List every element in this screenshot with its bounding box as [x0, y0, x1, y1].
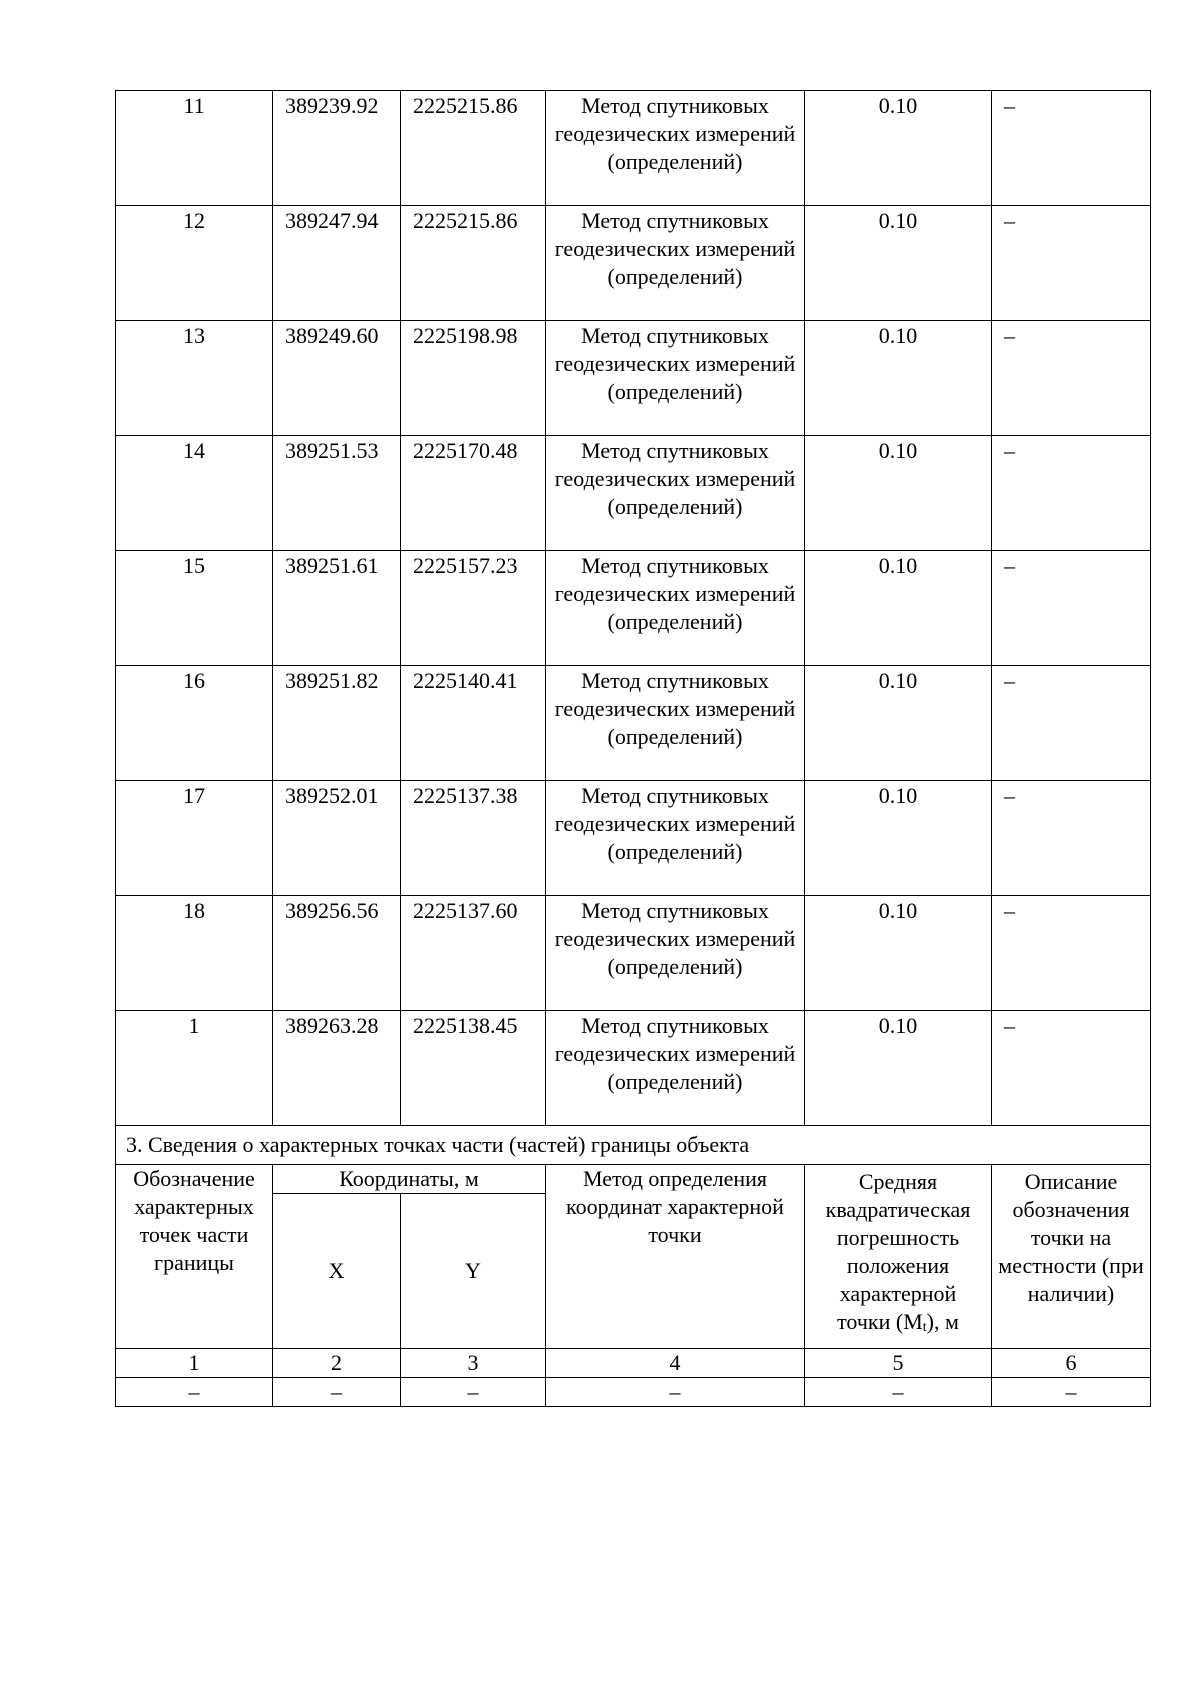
point-number: 11: [116, 91, 273, 206]
table-row: [116, 436, 1151, 551]
table-row: [116, 896, 1151, 1011]
column-numbers-row: [116, 1349, 1151, 1378]
coord-x: 389263.28: [273, 1011, 401, 1126]
method: Метод спутниковых геодезических измерений (определений): [546, 666, 805, 781]
coord-y: 2225138.45: [401, 1011, 546, 1126]
column-number: 2: [273, 1349, 401, 1378]
point-number: 12: [116, 206, 273, 321]
coord-y: 2225215.86: [401, 206, 546, 321]
point-number: 17: [116, 781, 273, 896]
mean-error: 0.10: [805, 781, 992, 896]
header-coordinates: Координаты, м: [273, 1165, 546, 1194]
subscript-t: t: [922, 1320, 927, 1335]
mean-error: 0.10: [805, 321, 992, 436]
mean-error: 0.10: [805, 1011, 992, 1126]
table-row: [116, 321, 1151, 436]
table-row: [116, 551, 1151, 666]
point-description: –: [992, 91, 1151, 206]
mean-error: 0.10: [805, 896, 992, 1011]
coord-x: 389251.61: [273, 551, 401, 666]
column-number: 3: [401, 1349, 546, 1378]
boundary-points-table: [115, 90, 1151, 1407]
table-row: [116, 91, 1151, 206]
mean-error: 0.10: [805, 436, 992, 551]
empty-cell: –: [546, 1378, 805, 1407]
header-designation: Обозначение характерных точек части границы: [116, 1165, 273, 1349]
point-rows: [116, 91, 1151, 1126]
header-mean-error: Средняя квадратическая погрешность положения характерной точки (Mt), м: [805, 1165, 992, 1349]
section-3: [116, 1126, 1151, 1407]
point-description: –: [992, 896, 1151, 1011]
point-number: 14: [116, 436, 273, 551]
point-number: 16: [116, 666, 273, 781]
mean-error: 0.10: [805, 206, 992, 321]
point-description: –: [992, 206, 1151, 321]
point-description: –: [992, 1011, 1151, 1126]
table-row: [116, 666, 1151, 781]
column-number: 5: [805, 1349, 992, 1378]
point-number: 18: [116, 896, 273, 1011]
empty-data-row: [116, 1378, 1151, 1407]
point-description: –: [992, 436, 1151, 551]
point-description: –: [992, 321, 1151, 436]
section-3-title: 3. Сведения о характерных точках части (частей) границы объекта: [116, 1126, 1151, 1165]
coord-y: 2225140.41: [401, 666, 546, 781]
coord-y: 2225137.60: [401, 896, 546, 1011]
method: Метод спутниковых геодезических измерений (определений): [546, 551, 805, 666]
coord-x: 389252.01: [273, 781, 401, 896]
empty-cell: –: [992, 1378, 1151, 1407]
coord-x: 389239.92: [273, 91, 401, 206]
method: Метод спутниковых геодезических измерений (определений): [546, 206, 805, 321]
coord-y: 2225170.48: [401, 436, 546, 551]
empty-cell: –: [273, 1378, 401, 1407]
point-description: –: [992, 781, 1151, 896]
mean-error: 0.10: [805, 91, 992, 206]
table-row: [116, 206, 1151, 321]
mean-error: 0.10: [805, 666, 992, 781]
coord-x: 389256.56: [273, 896, 401, 1011]
method: Метод спутниковых геодезических измерений (определений): [546, 896, 805, 1011]
point-description: –: [992, 666, 1151, 781]
coord-y: 2225137.38: [401, 781, 546, 896]
method: Метод спутниковых геодезических измерений (определений): [546, 436, 805, 551]
point-description: –: [992, 551, 1151, 666]
empty-cell: –: [116, 1378, 273, 1407]
table-row: [116, 781, 1151, 896]
column-number: 1: [116, 1349, 273, 1378]
method: Метод спутниковых геодезических измерений (определений): [546, 91, 805, 206]
coord-x: 389251.82: [273, 666, 401, 781]
coord-x: 389247.94: [273, 206, 401, 321]
header-x: X: [273, 1194, 401, 1349]
method: Метод спутниковых геодезических измерений (определений): [546, 1011, 805, 1126]
coord-y: 2225215.86: [401, 91, 546, 206]
coord-y: 2225198.98: [401, 321, 546, 436]
point-number: 1: [116, 1011, 273, 1126]
empty-cell: –: [805, 1378, 992, 1407]
method: Метод спутниковых геодезических измерений (определений): [546, 781, 805, 896]
empty-cell: –: [401, 1378, 546, 1407]
table-row: [116, 1011, 1151, 1126]
point-number: 13: [116, 321, 273, 436]
method: Метод спутниковых геодезических измерений (определений): [546, 321, 805, 436]
mean-error: 0.10: [805, 551, 992, 666]
column-number: 6: [992, 1349, 1151, 1378]
coord-y: 2225157.23: [401, 551, 546, 666]
header-method: Метод определения координат характерной точки: [546, 1165, 805, 1349]
point-number: 15: [116, 551, 273, 666]
header-description: Описание обозначения точки на местности (при наличии): [992, 1165, 1151, 1349]
column-number: 4: [546, 1349, 805, 1378]
coord-x: 389251.53: [273, 436, 401, 551]
header-y: Y: [401, 1194, 546, 1349]
coord-x: 389249.60: [273, 321, 401, 436]
